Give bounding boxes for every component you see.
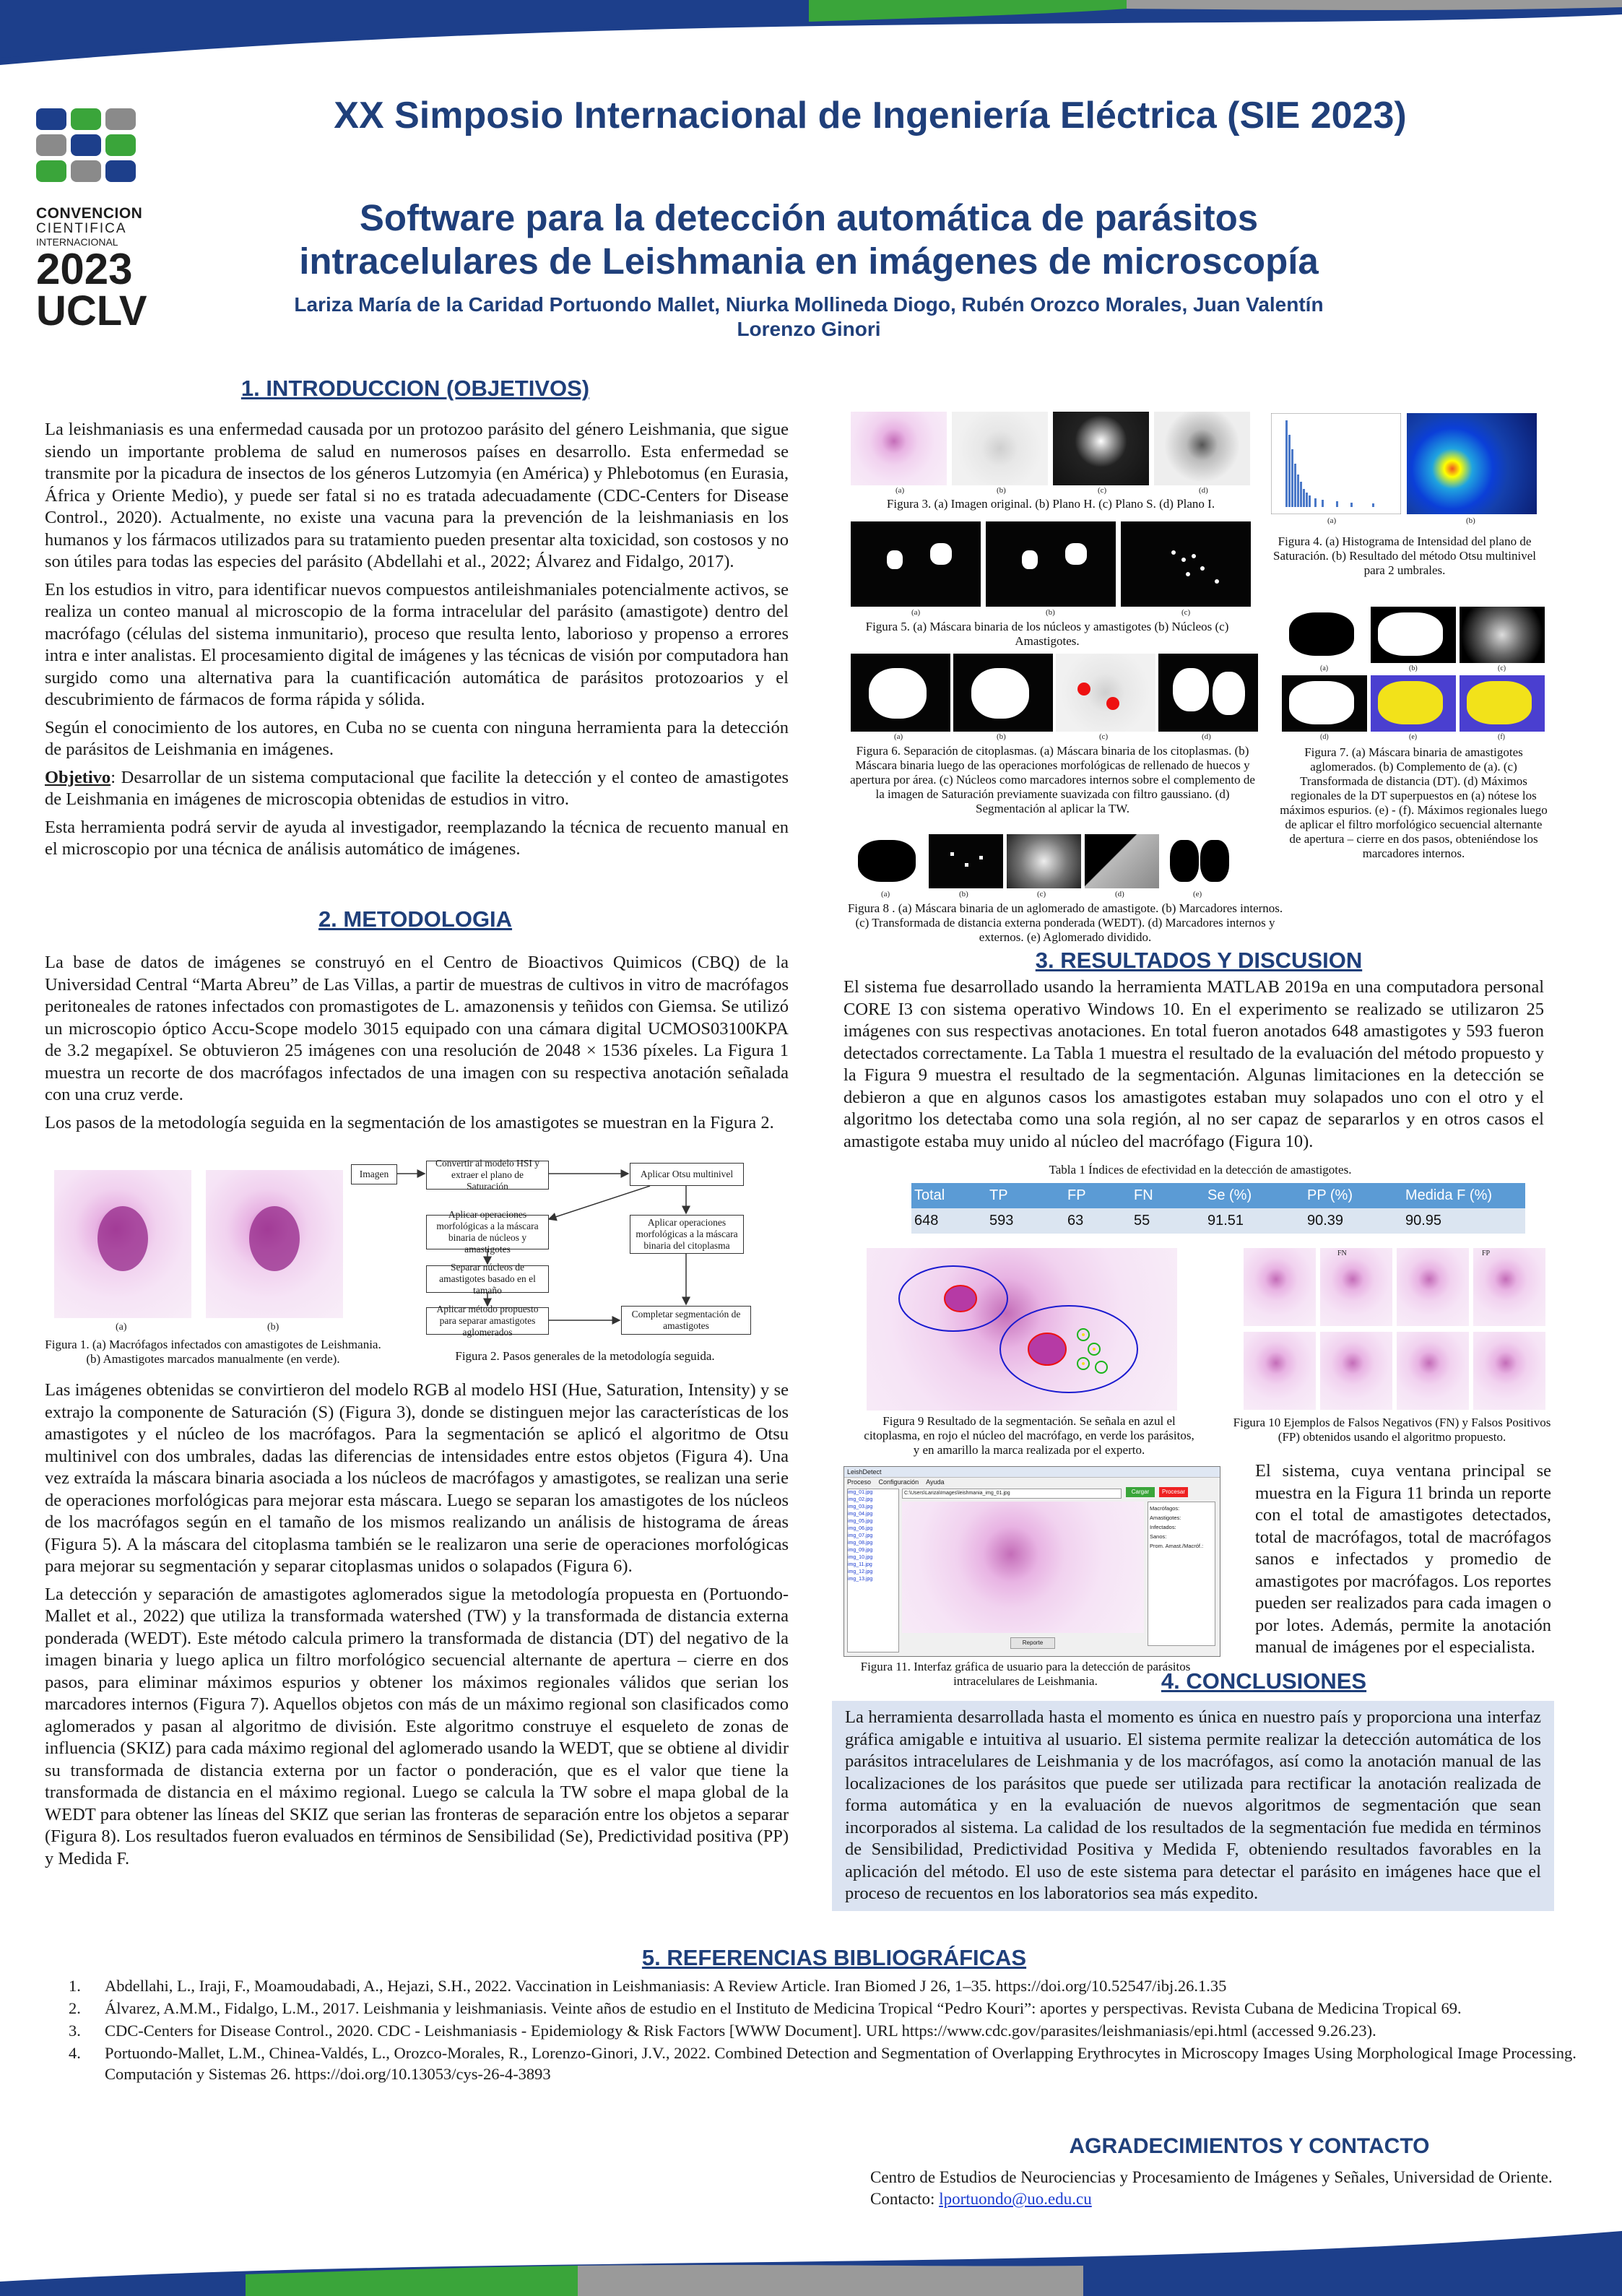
intro-p3: Según el conocimiento de los autores, en Cuba no se cuenta con ninguna herramienta para la detección de parásitos de Leishmania en imágenes. <box>45 717 789 759</box>
fig10-tile <box>1473 1332 1545 1410</box>
fig8-label-e: (e) <box>1193 890 1202 898</box>
fig7e-image <box>1371 675 1456 732</box>
flow-otsu: Aplicar Otsu multinivel <box>630 1163 744 1186</box>
intro-body <box>45 419 789 867</box>
gui-file-list[interactable]: img_01.jpg img_02.jpg img_03.jpg img_04.jpg img_05.jpg img_06.jpg img_07.jpg img_08.jpg img_09.jpg img_10.jpg img_11.jpg img_12.jpg img_13.jpg <box>847 1489 899 1652</box>
fig8-label-c: (c) <box>1037 890 1046 898</box>
fig7d-image <box>1282 675 1367 732</box>
table1-header: TP <box>989 1187 1008 1203</box>
intro-p1: La leishmaniasis es una enfermedad causada por un protozoo parásito del género Leishmania, que sigue siendo un importante problema de salud en numerosos países en desarrollo. Esta enfermedad se transmite por la picadura de insectos de los géneros Lutzomyia (en América) y Phlebotomus (en Eurasia, África y Oriente Medio), y puede ser fatal si no es tratada adecuadamente (CDC-Centers for Disease Control., 2020). Actualmente, no existe una vacuna para la prevención de la leishmaniasis en los humanos y los fármacos utilizados para su tratamiento pueden presentar alta toxicidad, son costosos y no son útiles para todas las especies del parásito (Abdellahi et al., 2022; Álvarez and Fidalgo, 2017). <box>45 420 789 571</box>
fig6-label-a: (a) <box>894 732 903 741</box>
fig10-fp-label: FP <box>1482 1249 1491 1257</box>
fig3d-image <box>1154 412 1250 485</box>
table1-cell: 63 <box>1067 1213 1084 1229</box>
fig7-label-b: (b) <box>1409 664 1418 672</box>
fig10-grid <box>1244 1248 1551 1413</box>
fig3b-image <box>952 412 1048 485</box>
fig4-label-a: (a) <box>1327 516 1337 525</box>
fig5a-image <box>851 521 981 607</box>
authors-line2: Lorenzo Ginori <box>737 318 881 340</box>
fig6-label-b: (b) <box>997 732 1006 741</box>
intro-p2: En los estudios in vitro, para identificar nuevos compuestos antileishmaniales potencialmente activos, se realiza un conteo manual al microscopio de la forma intracelular del parásito (amastigote) dentro del macrófago (células del sistema inmunitario), proceso que resulta lento, laborioso y propenso a errores intra e inter analistas. El procesamiento digital de imágenes y las técnicas de visión por computadora han surgido como una alternativa para la cuantificación automática de parásitos protozoarios y el descubrimiento de fármacos de forma rápida y sólida. <box>45 579 789 709</box>
fig10-tile <box>1244 1248 1316 1326</box>
fig8-label-d: (d) <box>1115 890 1124 898</box>
reference-text: Álvarez, A.M.M., Fidalgo, L.M., 2017. Leishmania y leishmaniasis. Veinte años de estudio en el Instituto de Medicina Tropical “Pedro Kouri”: aportes y perspectivas. Revista Cubana de Medicina Tropical 69. <box>105 1999 1462 2017</box>
reference-item <box>69 2020 1585 2041</box>
table1-cell: 593 <box>989 1213 1014 1229</box>
contact-email-link[interactable]: lportuondo@uo.edu.cu <box>939 2190 1092 2208</box>
method-p4: La detección y separación de amastigotes aglomerados sigue la metodología propuesta en (Portuondo-Mallet et al., 2022) que utiliza la transformada watershed (TW) y la transformada de distancia externa ponderada (WEDT). Este método calcula primero la transformada de distancia (DT) del negativo de la imagen binaria y luego aplica un filtro morfológico secuencial alternante de apertura – cierre en dos pasos, para eliminar máximos espurios y obtener los máximos regionales válidos que serian los marcadores internos (Figura 7). Aquellos objetos con más de un máximo regional son clasificados como aglomerados y pasan al algoritmo de división. Este algoritmo construye el esqueleto de zonas de influencia (SKIZ) para cada máximo regional del aglomerado usando la WEDT, que se obtiene al dividir su transformada de distancia externa por un factor o ponderación, que es el valor que tiene la transformada de distancia en el máximo regional. Luego se calcula la TW sobre el mapa global de la WEDT para obtener las líneas del SKIZ que serian las fronteras de separación entre los objetos a separar (Figura 8). Los resultados fueron evaluados en términos de Sensibilidad (Se), Predictividad positiva (PP) y Medida F. <box>45 1584 789 1868</box>
objective-text: : Desarrollar de un sistema computacional que facilite la detección y el conteo de amastigotes de Leishmania en imágenes de microscopia obtenidas de estudios in vitro. <box>45 767 789 809</box>
fig7-label-d: (d) <box>1320 733 1329 741</box>
table1-header: Total <box>914 1187 945 1203</box>
reference-number: 3. <box>69 2022 81 2040</box>
fig1b-image <box>206 1170 343 1318</box>
fig10-tile <box>1473 1248 1545 1326</box>
fig6-caption: Figura 6. Separación de citoplasmas. (a) Máscara binaria de los citoplasmas. (b) Máscara binaria luego de las operaciones morfológicas de rellenado de huecos y apertura por área. (c) Núcleos como marcadores internos sobre el complemento de la imagen de Saturación previamente suavizada con filtro gaussiano. (d) Segmentación al aplicar la TW. <box>850 744 1255 815</box>
refs-title: 5. REFERENCIAS BIBLIOGRÁFICAS <box>641 1945 1027 1970</box>
flow-ops-nucleos: Aplicar operaciones morfológicas a la máscara binaria de núcleos y amastigotes <box>426 1215 549 1249</box>
results-title: 3. RESULTADOS Y DISCUSION <box>1035 948 1363 973</box>
fig2-caption: Figura 2. Pasos generales de la metodología seguida. <box>455 1349 715 1363</box>
fig3-caption: Figura 3. (a) Imagen original. (b) Plano H. (c) Plano S. (d) Plano I. <box>886 497 1215 511</box>
fig5-caption: Figura 5. (a) Máscara binaria de los núcleos y amastigotes (b) Núcleos (c) Amastigotes. <box>865 620 1229 648</box>
fig7-caption: Figura 7. (a) Máscara binaria de amastigotes aglomerados. (b) Complemento de (a). (c) Transformada de distancia (DT). (d) Máximos regionales de la DT superpuestos en (a) nótese los máximos espurios. (e) - (f). Máximos regionales luego de aplicar el filtro morfológico secuencial alternante de apertura – cierre en dos pasos, obteniéndose los marcadores internos. <box>1280 745 1548 860</box>
reference-text: Portuondo-Mallet, L.M., Chinea-Valdés, L., Orozco-Morales, R., Lorenzo-Ginori, J.V., 2022. Combined Detection and Segmentation of Overlapping Erythrocytes in Microscopy Images Using Morphological Image Processing. Computación y Sistemas 26. https://doi.org/10.13053/cys-26-4-3893 <box>105 2044 1577 2083</box>
fig1-caption: Figura 1. (a) Macrófagos infectados con amastigotes de Leishmania. (b) Amastigotes marcados manualmente (en verde). <box>45 1338 381 1366</box>
flow-separar: Separar núcleos de amastigotes basado en el tamaño <box>426 1265 549 1293</box>
fig5-label-c: (c) <box>1181 608 1191 617</box>
conclusions-text: La herramienta desarrollada hasta el momento es única en nuestro país y proporciona una interfaz gráfica amigable e intuitiva al usuario. El sistema permite realizar la detección automática de los parásitos intracelulares de Leishmania y de los macrófagos, así como la anotación manual de las localizaciones de los parásitos que puede ser utilizada para rectificar la anotación realizada de forma automática y en la evaluación de nuevos algoritmos de segmentación que sean incorporados al sistema. La calidad de los resultados de la segmentación fue medida en términos de Sensibilidad, Predictividad Positiva y Medida F, obteniendo resultados favorables en la aplicación del método. El uso de este sistema para detectar el parásito en imágenes hace que el proceso de recuentos en los laboratorios sea más expedito. <box>845 1707 1541 1903</box>
gui-title: LeishDetect <box>847 1468 882 1476</box>
table1-cell: 648 <box>914 1213 939 1229</box>
gui-report-button[interactable]: Reporte <box>1010 1637 1055 1649</box>
poster-title-line1: Software para la detección automática de parásitos <box>359 197 1259 238</box>
gui-stat: Amastigotes: <box>1150 1515 1181 1521</box>
table1-header: Medida F (%) <box>1405 1187 1493 1203</box>
footer-wave <box>0 2231 1622 2296</box>
logo <box>36 108 147 334</box>
reference-text: Abdellahi, L., Iraji, F., Moamoudabadi, A., Hejazi, S.H., 2022. Vaccination in Leishmaniasis: A Review Article. Iran Biomed J 26, 1–35. https://doi.org/10.52547/ibj.26.1.35 <box>105 1977 1227 1995</box>
fig7-label-c: (c) <box>1498 664 1506 672</box>
fig8-caption: Figura 8 . (a) Máscara binaria de un aglomerado de amastigote. (b) Marcadores internos. (c) Transformada de distancia externa ponderada (WEDT). (d) Marcadores internos y externos. (e) Aglomerado dividido. <box>847 901 1283 944</box>
reference-text: CDC-Centers for Disease Control., 2020. CDC - Leishmaniasis - Epidemiology & Risk Factors [WWW Document]. URL https://www.cdc.gov/parasites/leishmaniasis/epi.html (accessed 9.26.23). <box>105 2022 1376 2040</box>
fig3a-image <box>851 412 947 485</box>
flow-ops-citoplasma: Aplicar operaciones morfológicas a la máscara binaria del citoplasma <box>630 1215 744 1254</box>
method-body-bottom <box>45 1379 789 1876</box>
fig5-label-b: (b) <box>1046 608 1055 617</box>
gui-tab[interactable]: Configuración <box>878 1478 919 1486</box>
table1-cell: 55 <box>1134 1213 1150 1229</box>
gui-stats-panel <box>1148 1502 1215 1646</box>
flow-aplicar-metodo: Aplicar método propuesto para separar amastigotes aglomerados <box>426 1307 549 1335</box>
fig7c-image <box>1460 607 1545 663</box>
fig6d-image <box>1158 654 1258 732</box>
reference-number: 4. <box>69 2044 81 2062</box>
fig7a-image <box>1282 607 1367 663</box>
logo-line1: CONVENCION <box>36 205 143 222</box>
fig3-label-c: (c) <box>1098 486 1107 495</box>
header-wave <box>0 0 1622 65</box>
fig3-label-b: (b) <box>997 486 1006 495</box>
acks-title: AGRADECIMIENTOS Y CONTACTO <box>1069 2134 1430 2158</box>
fig8e-image <box>1163 834 1237 888</box>
table1-cell: 91.51 <box>1207 1213 1244 1229</box>
gui-stat: Macrófagos: <box>1150 1505 1180 1512</box>
fig10-tile <box>1320 1332 1392 1410</box>
fig1-label-b: (b) <box>267 1322 279 1333</box>
fig10-tile <box>1397 1332 1469 1410</box>
conclusions-box <box>832 1701 1554 1911</box>
gui-titlebar <box>844 1467 1220 1478</box>
results-p1: El sistema fue desarrollado usando la herramienta MATLAB 2019a en una computadora personal CORE I3 con sistema operativo Windows 10. En el experimento se realizado se utilizaron 25 imágenes con sus respectivas anotaciones. En total fueron anotados 648 amastigotes y 593 fueron detectados correctamente. La Tabla 1 muestra el resultado de la evaluación del método propuesto y la Figura 9 muestra el resultado de la segmentación. Algunas limitaciones en la detección se debieron a que en algunos casos los amastigotes estaban muy solapados uno con el otro y el algoritmo los detectaba como una sola región, al no ser capaz de separarlos y en otros casos el amastigote estaba muy unido al núcleo del macrófago (Figura 10). <box>843 977 1544 1151</box>
objective-label: Objetivo <box>45 767 111 787</box>
fig5-label-a: (a) <box>911 608 921 617</box>
reference-item <box>69 2042 1585 2084</box>
logo-org: UCLV <box>36 287 147 334</box>
intro-title: 1. INTRODUCCION (OBJETIVOS) <box>240 376 590 401</box>
fig7f-image <box>1460 675 1545 732</box>
table1-cell: 90.95 <box>1405 1213 1442 1229</box>
fig8-label-b: (b) <box>959 890 968 898</box>
fig6c-image <box>1056 654 1155 732</box>
fig6-label-c: (c) <box>1099 732 1109 741</box>
acks-text: Centro de Estudios de Neurociencias y Procesamiento de Imágenes y Señales, Universidad de Oriente. Contacto: <box>870 2168 1553 2208</box>
gui-stat: Prom. Amast./Macróf.: <box>1150 1543 1204 1549</box>
fig4b-image <box>1407 413 1537 514</box>
intro-p4: Esta herramienta podrá servir de ayuda al investigador, reemplazando la técnica de recuento manual en el microscopio por una técnica de análisis automático de imágenes. <box>45 817 789 859</box>
fig8d-image <box>1085 834 1159 888</box>
method-p3: Las imágenes obtenidas se convirtieron del modelo RGB al modelo HSI (Hue, Saturation, Intensity) y se extrajo la componente de Saturación (S) (Figura 3), donde se distinguen mejor las características de los amastigotes y el núcleo de los macrófagos. Para la segmentación se aplicó el algoritmo de Otsu multinivel con dos umbrales, dadas las diferencias de intensidades entre estos objetos (Figura 4). Una vez extraída la máscara binaria asociada a los núcleos de macrófagos y amastigotes, se realizan una serie de operaciones morfológicas para mejorar esta máscara. Luego se separan los amastigotes de los núcleos de los macrófagos según en el tamaño de los mismos realizando un análisis de histograma de áreas (Figura 5). A la máscara del citoplasma también se le realizaron una serie de operaciones morfológicas para mejorar su segmentación y separar citoplasmas unidos o solapados (Figura 6). <box>45 1380 789 1576</box>
method-body-top <box>45 952 789 1140</box>
fig8a-image <box>851 834 925 888</box>
authors-line1: Lariza María de la Caridad Portuondo Mallet, Niurka Mollineda Diogo, Rubén Orozco Morales, Juan Valentín <box>294 293 1324 316</box>
table1-header-row <box>911 1183 1525 1208</box>
fig10-tile <box>1397 1248 1469 1326</box>
logo-line3: INTERNACIONAL <box>36 236 118 248</box>
table1-header: Se (%) <box>1207 1187 1252 1203</box>
fig11-caption: Figura 11. Interfaz gráfica de usuario para la detección de parásitos intracelulares de Leishmania. <box>860 1660 1191 1688</box>
fig10-tile <box>1320 1248 1392 1326</box>
logo-squares-icon <box>36 108 144 202</box>
fig8c-image <box>1007 834 1081 888</box>
fig5c-image <box>1121 521 1251 607</box>
fig10-tile <box>1244 1332 1316 1410</box>
fig7-label-a: (a) <box>1320 664 1329 672</box>
fig1a-image <box>54 1170 191 1318</box>
gui-stat: Infectados: <box>1150 1524 1176 1530</box>
method-title: 2. METODOLOGIA <box>318 906 513 932</box>
gui-image-view <box>902 1502 1144 1633</box>
table1-row <box>911 1208 1525 1234</box>
fig3-label-d: (d) <box>1199 486 1208 495</box>
fig10-caption: Figura 10 Ejemplos de Falsos Negativos (FN) y Falsos Positivos (FP) obtenidos usando el algoritmo propuesto. <box>1233 1416 1551 1444</box>
fig7b-image <box>1371 607 1456 663</box>
logo-line2: CIENTIFICA <box>36 221 127 236</box>
flow-imagen: Imagen <box>351 1164 397 1184</box>
gui-cancel-button[interactable]: Procesar <box>1159 1487 1188 1497</box>
table1-header: FP <box>1067 1187 1086 1203</box>
event-title: XX Simposio Internacional de Ingeniería Eléctrica (SIE 2023) <box>334 95 1407 137</box>
fig6b-image <box>953 654 1053 732</box>
fig4-label-b: (b) <box>1466 516 1475 525</box>
fig4-caption: Figura 4. (a) Histograma de Intensidad del plano de Saturación. (b) Resultado del método Otsu multinivel para 2 umbrales. <box>1272 534 1537 577</box>
reference-item <box>69 1998 1585 2019</box>
flow-convertir: Convertir al modelo HSI y extraer el plano de Saturación <box>426 1161 549 1190</box>
reference-list <box>69 1975 1585 2086</box>
acks-body <box>870 2167 1585 2210</box>
fig5b-image <box>986 521 1116 607</box>
fig7-label-e: (e) <box>1409 733 1418 741</box>
gui-process-button[interactable]: Cargar <box>1126 1487 1155 1497</box>
gui-path-field[interactable]: C:\Users\Lariza\Images\leishmania_img_01.jpg <box>902 1489 1122 1499</box>
method-p2: Los pasos de la metodología seguida en la segmentación de los amastigotes se muestran en la Figura 2. <box>45 1112 774 1132</box>
table1-cell: 90.39 <box>1307 1213 1344 1229</box>
fig9-caption: Figura 9 Resultado de la segmentación. Se señala en azul el citoplasma, en rojo el núcleo del macrófago, en verde los parásitos, y en amarillo la marca realizada por el experto. <box>864 1414 1194 1457</box>
fig8-label-a: (a) <box>881 890 890 898</box>
table1-header: PP (%) <box>1307 1187 1353 1203</box>
objective-paragraph <box>45 767 789 811</box>
fig1-label-a: (a) <box>116 1322 127 1333</box>
gui-tabs <box>844 1478 1220 1486</box>
table1-header: FN <box>1134 1187 1153 1203</box>
reference-number: 1. <box>69 1977 81 1995</box>
table1-caption: Tabla 1 Índices de efectividad en la detección de amastigotes. <box>1049 1163 1352 1177</box>
fig3-label-a: (a) <box>895 486 905 495</box>
table1 <box>911 1183 1525 1234</box>
conclusions-title: 4. CONCLUSIONES <box>1161 1668 1367 1694</box>
fig7-label-f: (f) <box>1498 733 1505 741</box>
logo-year: 2023 <box>36 245 133 293</box>
flow-completar: Completar segmentación de amastigotes <box>621 1306 751 1335</box>
fig11-gui-window <box>843 1466 1220 1657</box>
fig6a-image <box>851 654 950 732</box>
gui-tab[interactable]: Proceso <box>847 1478 872 1486</box>
reference-number: 2. <box>69 1999 81 2017</box>
fig4a-histogram <box>1271 413 1401 514</box>
fig3c-image <box>1053 412 1149 485</box>
fig6-label-d: (d) <box>1202 732 1211 741</box>
fig8b-image <box>929 834 1003 888</box>
gui-stat: Sanos: <box>1150 1533 1167 1540</box>
results-p2: El sistema, cuya ventana principal se muestra en la Figura 11 brinda un reporte con el total de amastigotes detectados, total de macrófagos, total de macrófagos sanos e infectados y promedio de amastigotes por macrófagos. Los reportes pueden ser realizados para cada imagen o por lotes. Además, permite la anotación manual de imágenes por el especialista. <box>1255 1461 1551 1657</box>
poster-title-line2: intracelulares de Leishmania en imágenes de microscopía <box>299 241 1319 282</box>
method-p1: La base de datos de imágenes se construyó en el Centro de Bioactivos Quimicos (CBQ) de la Universidad Central “Marta Abreu” de Las Villas, a partir de muestras de cultivos in vitro de macrófagos peritoneales de ratones infectados con promastigotes de L. amazonensis y teñidos con Giemsa. Se utilizó un microscopio óptico Accu-Scope modelo 3015 equipado con una cámara digital UCMOS03100KPA de 3.2 megapíxel. Se obtuvieron 25 imágenes con una resolución de 2048 × 1536 píxeles. La Figura 1 muestra un recorte de dos macrófagos infectados de una imagen con su respectiva anotación señalada con una cruz verde. <box>45 953 789 1104</box>
fig10-fn-label: FN <box>1337 1249 1347 1257</box>
gui-tab[interactable]: Ayuda <box>926 1478 945 1486</box>
fig9-image <box>867 1248 1177 1411</box>
reference-item <box>69 1975 1585 1996</box>
